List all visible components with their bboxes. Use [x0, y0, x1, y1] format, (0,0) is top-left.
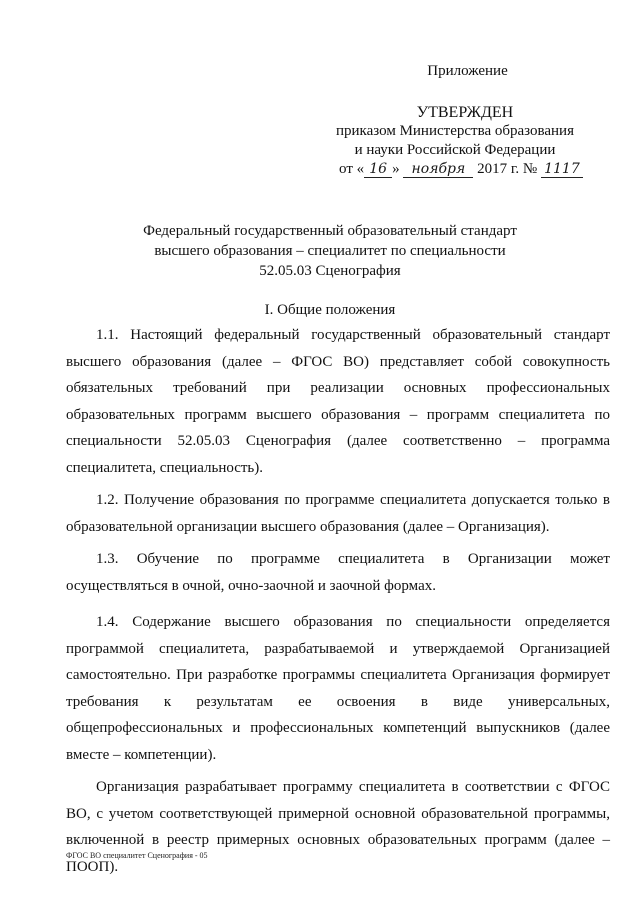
paragraph-1-2: 1.2. Получение образования по программе специалитета допускается только в образовательной организации высшего образования (далее – Организация). [66, 492, 610, 535]
quote-close: » [392, 161, 400, 177]
order-day: 16 [364, 161, 392, 178]
from-label: от « [339, 161, 365, 177]
paragraph-1-4: 1.4. Содержание высшего образования по специальности определяется программой специалитета, разрабатываемой и утверждаемой Организацией самостоятельно. При разработке программы специалитета Организация формирует требования к результатам ее освоения в виде универсальных, общепрофессиональных и профессиональных компетенций выпускников (далее вместе – компетенции). [66, 614, 610, 763]
order-month: ноября [403, 161, 473, 178]
order-line-1: приказом Министерства образования [336, 123, 574, 139]
appendix-label: Приложение [427, 63, 508, 79]
paragraph-organization: Организация разрабатывает программу специалитета в соответствии с ФГОС ВО, с учетом соответствующей примерной основной образовательной программы, включенной в реестр примерных основных образовательных программ (далее – ПООП). [66, 779, 610, 875]
title-line-2: высшего образования – специалитет по специальности [154, 243, 506, 259]
approved-heading: УТВЕРЖДЕН [416, 104, 514, 121]
order-line-2: и науки Российской Федерации [354, 142, 556, 158]
order-number: 1117 [541, 161, 583, 178]
page-footer: ФГОС ВО специалитет Сценография - 05 [66, 851, 208, 860]
title-line-3: 52.05.03 Сценография [259, 263, 401, 279]
document-body [66, 322, 610, 886]
title-line-1: Федеральный государственный образовательный стандарт [143, 223, 517, 239]
section-title: I. Общие положения [264, 302, 396, 318]
approval-block [300, 62, 610, 179]
document-title [80, 221, 580, 281]
paragraph-1-1: 1.1. Настоящий федеральный государственный образовательный стандарт высшего образования (далее – ФГОС ВО) представляет собой совокупность обязательных требований при реализации основных профессиональных образовательных программ высшего образования – программ специалитета по специальности 52.05.03 Сценография (далее соответственно – программа специалитета, специальность). [66, 327, 610, 476]
paragraph-1-3: 1.3. Обучение по программе специалитета в Организации может осуществляться в очной, очно-заочной и заочной формах. [66, 551, 610, 594]
order-date-number-line [312, 160, 610, 179]
order-year-label: 2017 г. № [477, 161, 538, 177]
